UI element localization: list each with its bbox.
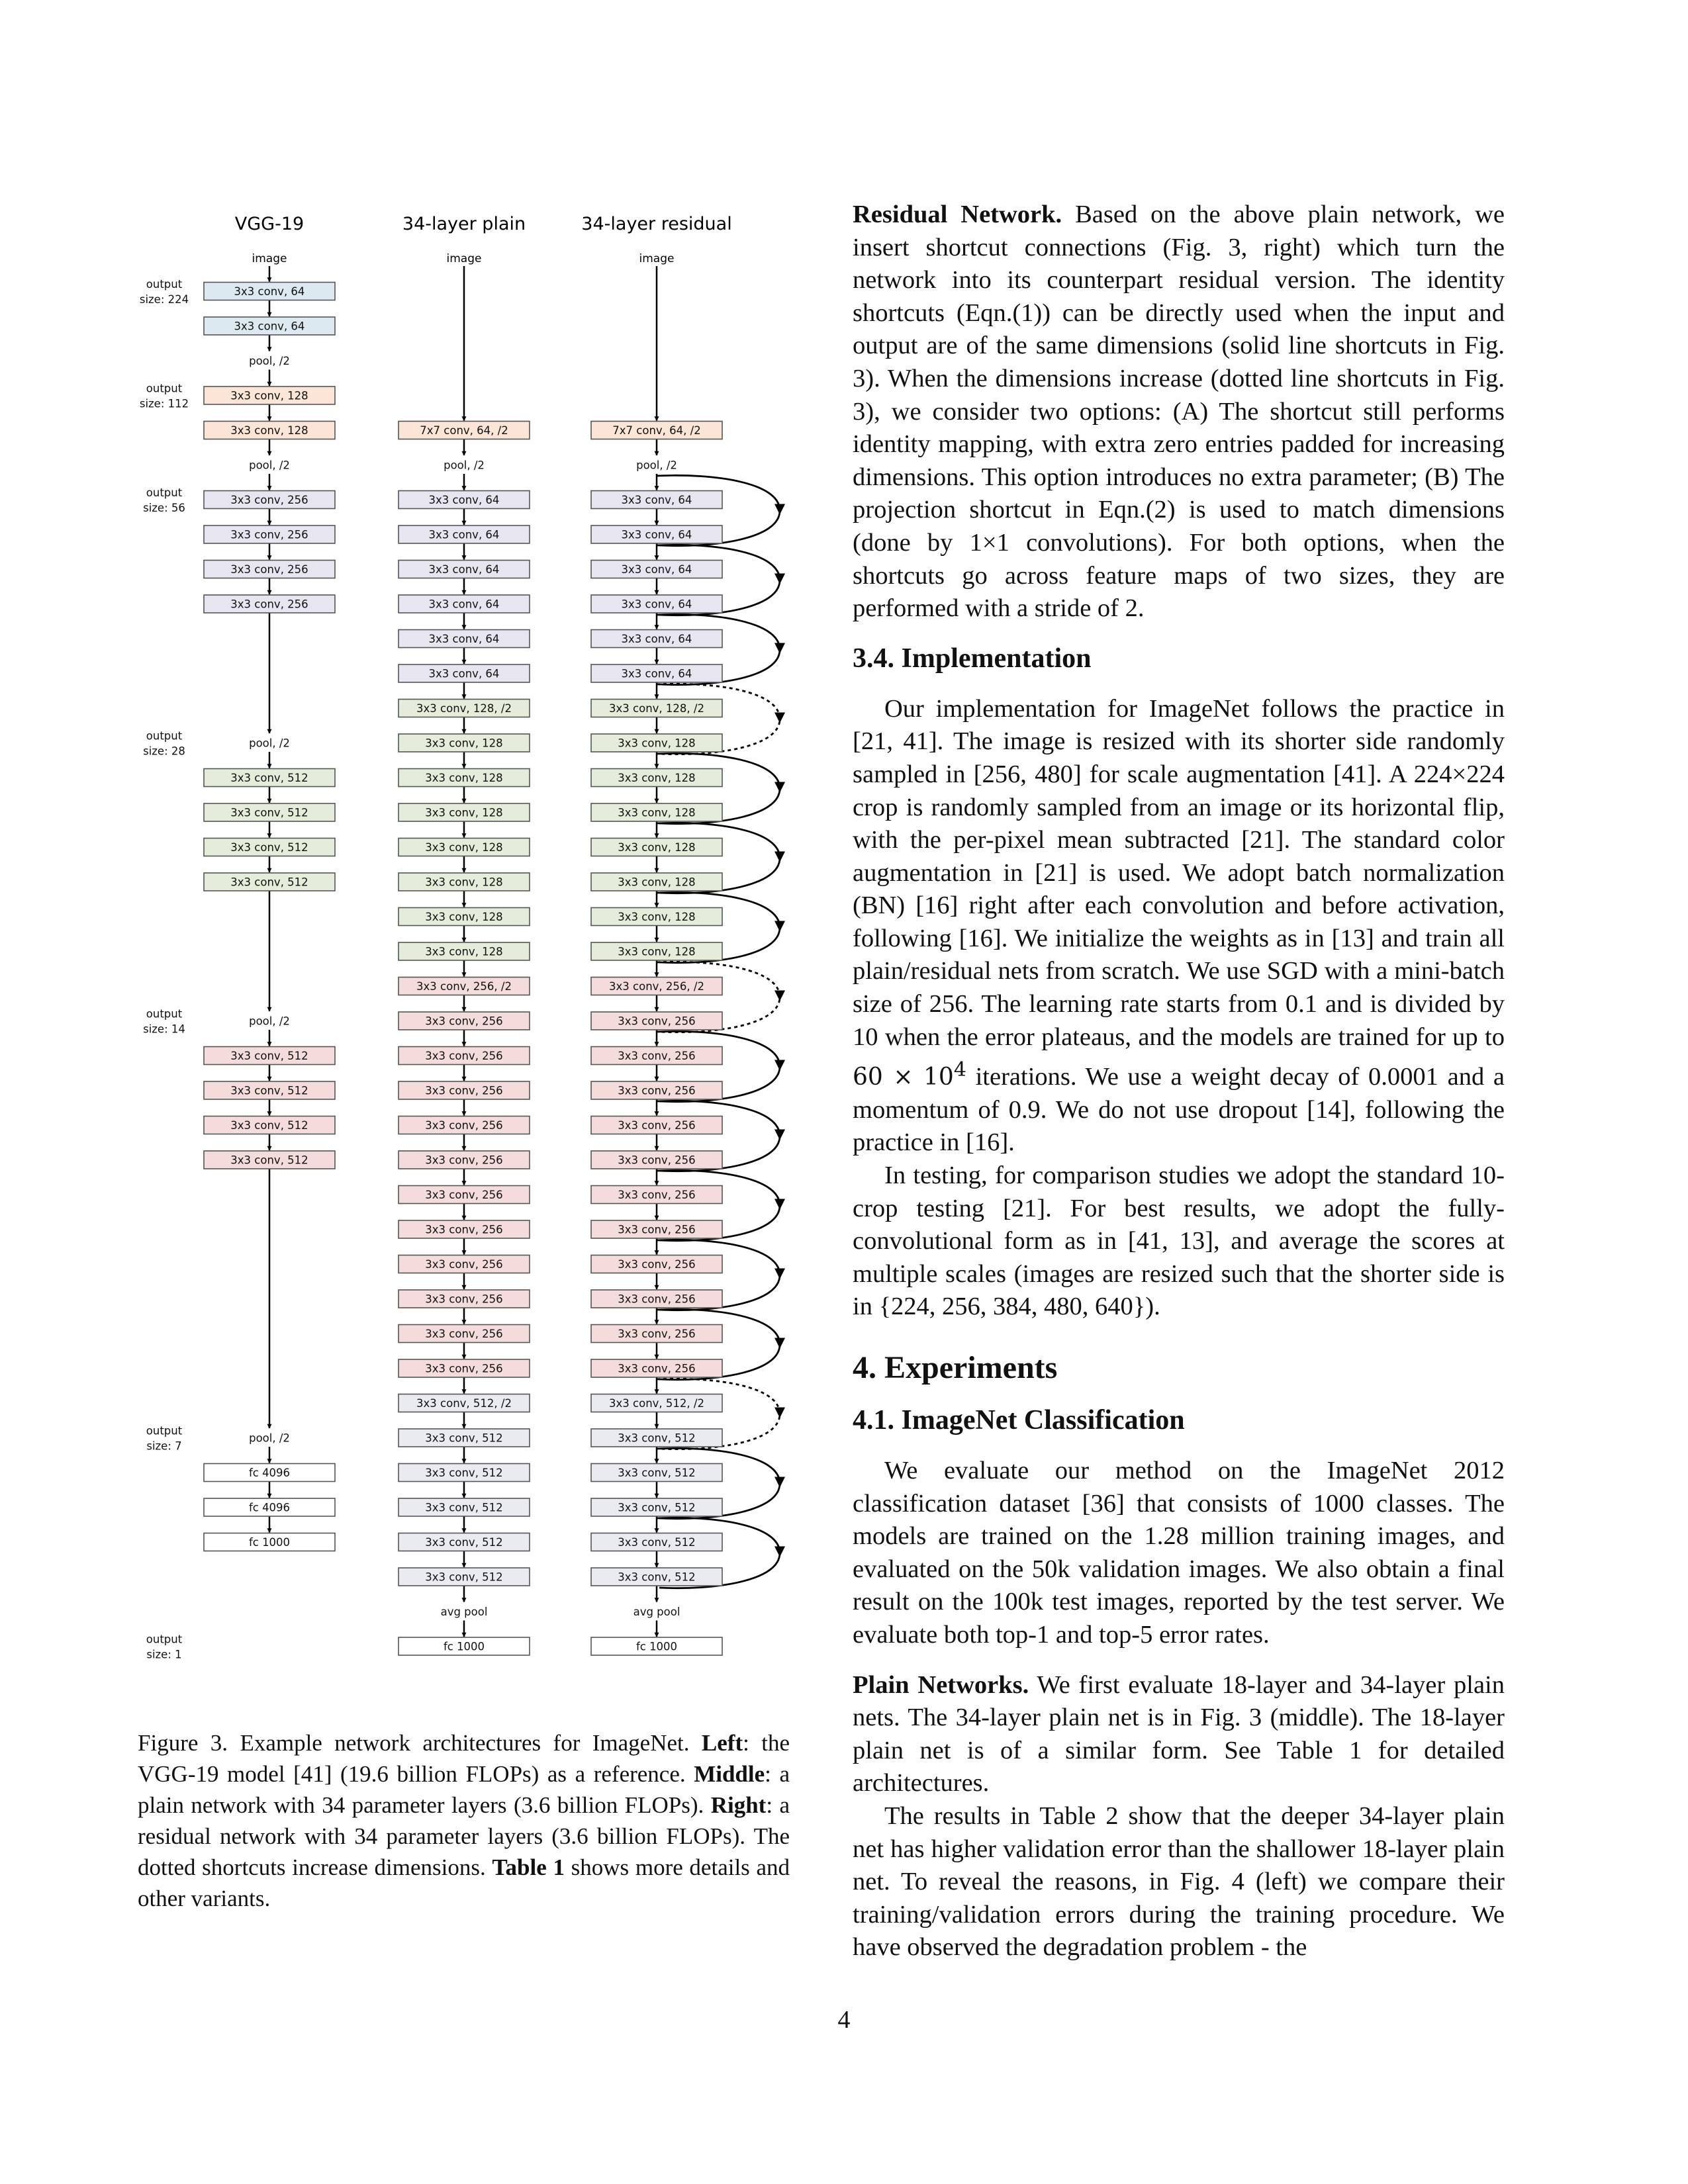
caption-table-label: Table 1 <box>492 1854 565 1880</box>
residual-layer-12 <box>591 839 722 856</box>
residual-layer-19 <box>591 1081 722 1099</box>
vgg-layer-8 <box>204 561 335 578</box>
residual-layer-4 <box>591 561 722 578</box>
network-architecture-figure <box>0 0 834 1721</box>
residual-layer-label-30: 3x3 conv, 512 <box>618 1467 696 1479</box>
caption-prefix: Figure 3. Example network architectures for ImageNet. <box>138 1730 702 1756</box>
vgg-layer-label-3: 3x3 conv, 128 <box>230 389 308 402</box>
plain-layer-label-24: 3x3 conv, 256 <box>425 1258 503 1271</box>
vgg-layer-20 <box>240 1431 299 1445</box>
residual-layer-5 <box>591 595 722 613</box>
residual-layer-label-16: 3x3 conv, 256, /2 <box>609 980 704 993</box>
output-size-line2-4: size: 14 <box>143 1023 185 1036</box>
residual-layer-32 <box>591 1533 722 1551</box>
residual-network-text: Based on the above plain network, we insert shortcut connections (Fig. 3, right) which turn the network into its counterpart residual version. The identity shortcuts (Eqn.(1)) can be directly used when the input and output are of the same dimensions (solid line shortcuts in Fig. 3). When the dimensions increase (dotted line shortcuts in Fig. 3), we consider two options: (A) The shortcut still performs identity mapping, with extra zero entries padded for increasing dimensions. This option introduces no extra parameter; (B) The projection shortcut in Eqn.(2) is used to match dimensions (done by 1×1 convolutions). For both options, when the shortcuts go across feature maps of two sizes, they are performed with a stride of 2. <box>853 201 1505 623</box>
residual-layer-35 <box>591 1637 722 1655</box>
residual-network-paragraph <box>853 199 1505 625</box>
residual-shortcut-arrow-4 <box>774 782 785 793</box>
figure-caption <box>138 1727 790 1914</box>
vgg-layer-label-8: 3x3 conv, 256 <box>230 563 308 576</box>
implementation-heading: 3.4. Implementation <box>853 643 1092 674</box>
plain-layer-label-20: 3x3 conv, 256 <box>425 1119 503 1132</box>
vgg-layer-21 <box>204 1464 335 1482</box>
plain-layer-25 <box>399 1290 530 1308</box>
imagenet-paragraph: We evaluate our method on the ImageNet 2012 classification dataset [36] that consists of 1000 classes. The models are trained on the 1.28 million training images, and evaluated on the 50k validation images. We also obtain a final result on the 100k test images, reported by the test server. We evaluate both top-1 and top-5 error rates. <box>853 1457 1505 1649</box>
plain-layer-label-12: 3x3 conv, 128 <box>425 841 503 854</box>
plain-layer-label-2: 3x3 conv, 64 <box>428 494 500 506</box>
plain-layer-label-13: 3x3 conv, 128 <box>425 876 503 889</box>
plain-layer-23 <box>399 1220 530 1238</box>
vgg-layer-label-16: 3x3 conv, 512 <box>230 1050 308 1062</box>
vgg-layer-17 <box>204 1081 335 1099</box>
vgg-layer-9 <box>204 595 335 613</box>
vgg-layer-19 <box>204 1151 335 1169</box>
plain-layer-29 <box>399 1429 530 1447</box>
vgg-layer-label-15: pool, /2 <box>249 1015 290 1028</box>
caption-right-text: : a residual network with 34 parameter layers (3.6 billion FLOPs). The dotted shortcuts increase dimensions. <box>138 1792 790 1880</box>
residual-shortcut-arrow-3 <box>774 713 785 723</box>
vgg-layer-13 <box>204 839 335 856</box>
vgg-layer-label-20: pool, /2 <box>249 1432 290 1445</box>
output-size-line1-6: output <box>146 1633 183 1646</box>
plain-layer-13 <box>399 873 530 891</box>
residual-layer-label-3: 3x3 conv, 64 <box>621 528 692 541</box>
plain-layer-31 <box>399 1498 530 1516</box>
residual-layer-15 <box>591 942 722 960</box>
output-size-line2-2: size: 56 <box>143 502 185 514</box>
vgg-layer-label-11: 3x3 conv, 512 <box>230 772 308 784</box>
vgg-layer-label-2: pool, /2 <box>249 355 290 367</box>
plain-layer-1 <box>434 458 494 473</box>
residual-layer-label-10: 3x3 conv, 128 <box>618 772 696 784</box>
residual-layer-label-11: 3x3 conv, 128 <box>618 806 696 819</box>
plain-layer-label-3: 3x3 conv, 64 <box>428 528 500 541</box>
vgg-layer-label-22: fc 4096 <box>248 1501 291 1514</box>
residual-layer-label-34: avg pool <box>633 1606 680 1618</box>
plain-layer-4 <box>399 561 530 578</box>
residual-layer-33 <box>591 1568 722 1586</box>
output-size-line1-2: output <box>146 486 183 499</box>
residual-layer-label-25: 3x3 conv, 256 <box>618 1293 696 1306</box>
residual-layer-label-13: 3x3 conv, 128 <box>618 876 696 889</box>
plain-layer-label-28: 3x3 conv, 512, /2 <box>416 1397 512 1410</box>
plain-input-label: image <box>446 252 482 265</box>
residual-layer-label-19: 3x3 conv, 256 <box>618 1084 696 1097</box>
implementation-paragraph-1 <box>853 693 1505 1160</box>
residual-input-label: image <box>639 252 675 265</box>
plain-layer-label-17: 3x3 conv, 256 <box>425 1015 503 1028</box>
vgg-layer-2 <box>240 353 299 368</box>
residual-shortcut-arrow-7 <box>774 991 785 1001</box>
residual-layer-23 <box>591 1220 722 1238</box>
residual-layer-label-32: 3x3 conv, 512 <box>618 1536 696 1549</box>
residual-layer-label-20: 3x3 conv, 256 <box>618 1119 696 1132</box>
residual-layer-label-0: 7x7 conv, 64, /2 <box>612 424 701 437</box>
residual-layer-label-22: 3x3 conv, 256 <box>618 1189 696 1201</box>
caption-middle-label: Middle <box>694 1761 765 1787</box>
plain-networks-text: We first evaluate 18-layer and 34-layer plain nets. The 34-layer plain net is in Fig. 3 (middle). The 18-layer plain net is of a similar form. See Table 1 for detailed architectures. <box>853 1670 1505 1797</box>
output-size-line2-6: size: 1 <box>146 1648 182 1661</box>
output-size-line2-0: size: 224 <box>139 293 189 306</box>
plain-layer-label-29: 3x3 conv, 512 <box>425 1432 503 1445</box>
plain-layer-10 <box>399 769 530 787</box>
residual-shortcut-arrow-8 <box>774 1060 785 1071</box>
output-size-line2-1: size: 112 <box>139 397 189 410</box>
implementation-text-1: Our implementation for ImageNet follows the practice in [21, 41]. The image is resized with its shorter side randomly sampled in [256, 480] for scale augmentation [41]. A 224×224 crop is randomly sampled from an image or its horizontal flip, with the per-pixel mean subtracted [21]. The standard color augmentation in [21] is used. We adopt batch normalization (BN) [16] right after each convolution and before activation, following [16]. We initialize the weights as in [13] and train all plain/residual nets from scratch. We use SGD with a mini-batch size of 256. The learning rate starts from 0.1 and is divided by 10 when the error plateaus, and the models are trained for up to <box>853 694 1505 1051</box>
layer-nodes <box>204 283 722 1656</box>
plain-layer-label-14: 3x3 conv, 128 <box>425 911 503 923</box>
residual-layer-label-31: 3x3 conv, 512 <box>618 1501 696 1514</box>
residual-layer-25 <box>591 1290 722 1308</box>
residual-layer-label-21: 3x3 conv, 256 <box>618 1154 696 1167</box>
plain-layer-20 <box>399 1116 530 1134</box>
residual-layer-label-24: 3x3 conv, 256 <box>618 1258 696 1271</box>
plain-layer-28 <box>399 1394 530 1412</box>
residual-layer-1 <box>627 458 686 473</box>
output-size-line2-5: size: 7 <box>146 1439 182 1453</box>
plain-layer-label-6: 3x3 conv, 64 <box>428 633 500 645</box>
caption-middle-text: : a plain network with 34 parameter layers (3.6 billion FLOPs). <box>138 1761 790 1818</box>
residual-layer-label-9: 3x3 conv, 128 <box>618 737 696 750</box>
implementation-text-1-end: iterations. We use a weight decay of 0.0001 and a momentum of 0.9. We do not use dropout [14], following the practice in [16]. <box>853 1063 1505 1157</box>
plain-layer-14 <box>399 908 530 926</box>
vgg-layer-label-18: 3x3 conv, 512 <box>230 1119 308 1132</box>
residual-shortcut-arrow-14 <box>774 1477 785 1488</box>
residual-shortcut-arrow-1 <box>774 574 785 584</box>
plain-title: 34-layer plain <box>402 214 526 234</box>
residual-layer-label-33: 3x3 conv, 512 <box>618 1570 696 1584</box>
imagenet-heading: 4.1. ImageNet Classification <box>853 1405 1185 1435</box>
vgg-layer-label-7: 3x3 conv, 256 <box>230 528 308 541</box>
iteration-count <box>853 1058 966 1091</box>
vgg-layer-22 <box>204 1498 335 1516</box>
plain-layer-33 <box>399 1568 530 1586</box>
vgg-layer-label-1: 3x3 conv, 64 <box>234 320 305 333</box>
plain-networks-paragraph <box>853 1669 1505 1800</box>
vgg-layer-15 <box>240 1014 299 1028</box>
plain-layer-label-30: 3x3 conv, 512 <box>425 1467 503 1479</box>
vgg-layer-6 <box>204 491 335 509</box>
plain-layer-label-16: 3x3 conv, 256, /2 <box>416 980 512 993</box>
output-size-line1-5: output <box>146 1424 183 1437</box>
residual-layer-label-2: 3x3 conv, 64 <box>621 494 692 506</box>
residual-layer-label-23: 3x3 conv, 256 <box>618 1223 696 1236</box>
plain-layer-5 <box>399 595 530 613</box>
plain-layer-35 <box>399 1637 530 1655</box>
vgg-title: VGG-19 <box>234 214 305 234</box>
residual-layer-29 <box>591 1429 722 1447</box>
vgg-layer-10 <box>240 736 299 751</box>
right-column <box>853 199 1505 1964</box>
residual-layer-label-17: 3x3 conv, 256 <box>618 1015 696 1028</box>
residual-shortcut-arrow-6 <box>774 921 785 932</box>
plain-layer-label-35: fc 1000 <box>443 1640 485 1653</box>
plain-layer-21 <box>399 1151 530 1169</box>
plain-layer-24 <box>399 1255 530 1273</box>
plain-layer-30 <box>399 1464 530 1482</box>
residual-layer-label-7: 3x3 conv, 64 <box>621 667 692 680</box>
plain-layer-label-1: pool, /2 <box>444 459 485 472</box>
plain-layer-label-27: 3x3 conv, 256 <box>425 1362 503 1375</box>
plain-layer-22 <box>399 1186 530 1204</box>
plain-layer-label-23: 3x3 conv, 256 <box>425 1223 503 1236</box>
residual-layer-24 <box>591 1255 722 1273</box>
output-size-line1-0: output <box>146 278 183 291</box>
residual-layer-17 <box>591 1012 722 1030</box>
plain-layer-label-26: 3x3 conv, 256 <box>425 1328 503 1340</box>
residual-layer-21 <box>591 1151 722 1169</box>
vgg-layer-label-10: pool, /2 <box>249 737 290 750</box>
plain-layer-label-34: avg pool <box>440 1606 488 1618</box>
output-size-line1-3: output <box>146 729 183 743</box>
vgg-layer-label-14: 3x3 conv, 512 <box>230 876 308 889</box>
vgg-layer-1 <box>204 317 335 335</box>
residual-layer-6 <box>591 630 722 648</box>
output-size-line1-4: output <box>146 1007 183 1021</box>
iteration-exponent: 4 <box>953 1058 966 1082</box>
vgg-input-label: image <box>252 252 287 265</box>
input-labels <box>252 252 675 265</box>
plain-layer-label-22: 3x3 conv, 256 <box>425 1189 503 1201</box>
residual-layer-label-18: 3x3 conv, 256 <box>618 1050 696 1062</box>
plain-layer-label-5: 3x3 conv, 64 <box>428 598 500 611</box>
residual-shortcut-arrow-9 <box>774 1130 785 1140</box>
residual-shortcut-arrow-11 <box>774 1269 785 1279</box>
plain-layer-label-11: 3x3 conv, 128 <box>425 806 503 819</box>
plain-layer-label-19: 3x3 conv, 256 <box>425 1084 503 1097</box>
residual-shortcut-arrow-10 <box>774 1199 785 1210</box>
residual-layer-27 <box>591 1359 722 1377</box>
output-size-labels <box>140 278 189 1661</box>
plain-layer-label-10: 3x3 conv, 128 <box>425 772 503 784</box>
residual-layer-30 <box>591 1464 722 1482</box>
residual-layer-8 <box>591 700 722 717</box>
residual-layer-26 <box>591 1325 722 1343</box>
vgg-layer-label-21: fc 4096 <box>248 1467 291 1479</box>
residual-layer-label-28: 3x3 conv, 512, /2 <box>609 1397 704 1410</box>
residual-layer-28 <box>591 1394 722 1412</box>
residual-shortcut-arrow-5 <box>774 852 785 862</box>
implementation-paragraph-2: In testing, for comparison studies we adopt the standard 10-crop testing [21]. For best results, we adopt the fully-convolutional form as in [41, 13], and average the scores at multiple scales (images are resized such that the shorter side is in {224, 256, 384, 480, 640}). <box>853 1161 1505 1321</box>
vgg-layer-23 <box>204 1533 335 1551</box>
vgg-layer-18 <box>204 1116 335 1134</box>
residual-layer-10 <box>591 769 722 787</box>
residual-layer-label-5: 3x3 conv, 64 <box>621 598 692 611</box>
plain-layer-26 <box>399 1325 530 1343</box>
residual-layer-label-6: 3x3 conv, 64 <box>621 633 692 645</box>
experiments-heading: 4. Experiments <box>853 1350 1058 1385</box>
residual-layer-13 <box>591 873 722 891</box>
residual-layer-16 <box>591 978 722 995</box>
caption-table-text: shows more details and other variants. <box>138 1854 790 1911</box>
output-size-line1-1: output <box>146 382 183 395</box>
plain-layer-2 <box>399 491 530 509</box>
plain-layer-27 <box>399 1359 530 1377</box>
residual-layer-label-1: pool, /2 <box>636 459 677 472</box>
residual-layer-7 <box>591 664 722 682</box>
vgg-layer-label-23: fc 1000 <box>248 1536 291 1549</box>
plain-layer-0 <box>399 422 530 439</box>
plain-layer-label-21: 3x3 conv, 256 <box>425 1154 503 1167</box>
residual-layer-18 <box>591 1047 722 1065</box>
residual-layer-9 <box>591 734 722 752</box>
plain-layer-label-4: 3x3 conv, 64 <box>428 563 500 576</box>
residual-network-heading: Residual Network. <box>853 201 1062 228</box>
plain-layer-7 <box>399 664 530 682</box>
residual-layer-20 <box>591 1116 722 1134</box>
plain-layer-6 <box>399 630 530 648</box>
residual-layer-14 <box>591 908 722 926</box>
residual-layer-31 <box>591 1498 722 1516</box>
plain-networks-heading: Plain Networks. <box>853 1670 1029 1699</box>
residual-shortcut-arrow-12 <box>774 1338 785 1349</box>
residual-layer-label-26: 3x3 conv, 256 <box>618 1328 696 1340</box>
residual-shortcut-arrow-15 <box>774 1547 785 1557</box>
residual-layer-3 <box>591 525 722 543</box>
plain-layer-3 <box>399 525 530 543</box>
plain-layer-label-15: 3x3 conv, 128 <box>425 945 503 958</box>
iteration-base: 60 × 10 <box>853 1064 954 1091</box>
residual-shortcut-arrow-13 <box>774 1408 785 1418</box>
residual-layer-label-4: 3x3 conv, 64 <box>621 563 692 576</box>
residual-layer-0 <box>591 422 722 439</box>
page-number: 4 <box>837 2006 851 2034</box>
plain-layer-18 <box>399 1047 530 1065</box>
vgg-layer-3 <box>204 387 335 404</box>
vgg-layer-label-12: 3x3 conv, 512 <box>230 806 308 819</box>
plain-layer-17 <box>399 1012 530 1030</box>
residual-layer-22 <box>591 1186 722 1204</box>
plain-layer-label-9: 3x3 conv, 128 <box>425 737 503 750</box>
vgg-layer-12 <box>204 803 335 821</box>
vgg-layer-5 <box>240 458 299 473</box>
residual-layer-label-12: 3x3 conv, 128 <box>618 841 696 854</box>
plain-layer-9 <box>399 734 530 752</box>
plain-layer-label-31: 3x3 conv, 512 <box>425 1501 503 1514</box>
residual-layer-label-8: 3x3 conv, 128, /2 <box>609 702 704 715</box>
plain-layer-8 <box>399 700 530 717</box>
residual-layer-2 <box>591 491 722 509</box>
vgg-layer-11 <box>204 769 335 787</box>
vgg-layer-label-0: 3x3 conv, 64 <box>234 285 305 298</box>
vgg-layer-label-9: 3x3 conv, 256 <box>230 598 308 611</box>
residual-layer-label-14: 3x3 conv, 128 <box>618 911 696 923</box>
plain-layer-11 <box>399 803 530 821</box>
caption-left-text: : the VGG-19 model [41] (19.6 billion FLOPs) as a reference. <box>138 1730 790 1787</box>
vgg-layer-label-17: 3x3 conv, 512 <box>230 1084 308 1097</box>
plain-layer-label-0: 7x7 conv, 64, /2 <box>420 424 508 437</box>
results-paragraph: The results in Table 2 show that the deeper 34-layer plain net has higher validation error than the shallower 18-layer plain net. To reveal the reasons, in Fig. 4 (left) we compare their training/validation errors during the training procedure. We have observed the degradation problem - the <box>853 1801 1505 1962</box>
vgg-layer-label-6: 3x3 conv, 256 <box>230 494 308 506</box>
vgg-layer-label-4: 3x3 conv, 128 <box>230 424 308 437</box>
residual-shortcut-arrow-0 <box>774 504 785 515</box>
vgg-layer-7 <box>204 525 335 543</box>
vgg-layer-16 <box>204 1047 335 1065</box>
caption-right-label: Right <box>710 1792 767 1818</box>
paragraph-gap <box>853 1652 1505 1669</box>
residual-layer-11 <box>591 803 722 821</box>
residual-shortcut-arrow-2 <box>774 643 785 654</box>
residual-layer-label-15: 3x3 conv, 128 <box>618 945 696 958</box>
vgg-layer-label-13: 3x3 conv, 512 <box>230 841 308 854</box>
residual-layer-label-27: 3x3 conv, 256 <box>618 1362 696 1375</box>
vgg-layer-label-19: 3x3 conv, 512 <box>230 1154 308 1167</box>
plain-layer-15 <box>399 942 530 960</box>
residual-layer-label-29: 3x3 conv, 512 <box>618 1432 696 1445</box>
plain-layer-19 <box>399 1081 530 1099</box>
output-size-line2-3: size: 28 <box>143 745 185 758</box>
column-titles <box>235 214 732 234</box>
plain-layer-32 <box>399 1533 530 1551</box>
plain-layer-label-18: 3x3 conv, 256 <box>425 1050 503 1062</box>
caption-left-label: Left <box>701 1730 743 1756</box>
vgg-layer-4 <box>204 422 335 439</box>
residual-title: 34-layer residual <box>581 214 732 234</box>
plain-layer-label-32: 3x3 conv, 512 <box>425 1536 503 1549</box>
plain-layer-label-33: 3x3 conv, 512 <box>425 1570 503 1584</box>
vgg-layer-14 <box>204 873 335 891</box>
plain-layer-label-8: 3x3 conv, 128, /2 <box>416 702 512 715</box>
plain-layer-12 <box>399 839 530 856</box>
residual-layer-34 <box>627 1604 686 1619</box>
residual-layer-label-35: fc 1000 <box>635 1640 678 1653</box>
plain-layer-label-25: 3x3 conv, 256 <box>425 1293 503 1306</box>
plain-layer-label-7: 3x3 conv, 64 <box>428 667 500 680</box>
vgg-layer-0 <box>204 283 335 300</box>
plain-layer-16 <box>399 978 530 995</box>
plain-layer-34 <box>434 1604 494 1619</box>
vgg-layer-label-5: pool, /2 <box>249 459 290 472</box>
